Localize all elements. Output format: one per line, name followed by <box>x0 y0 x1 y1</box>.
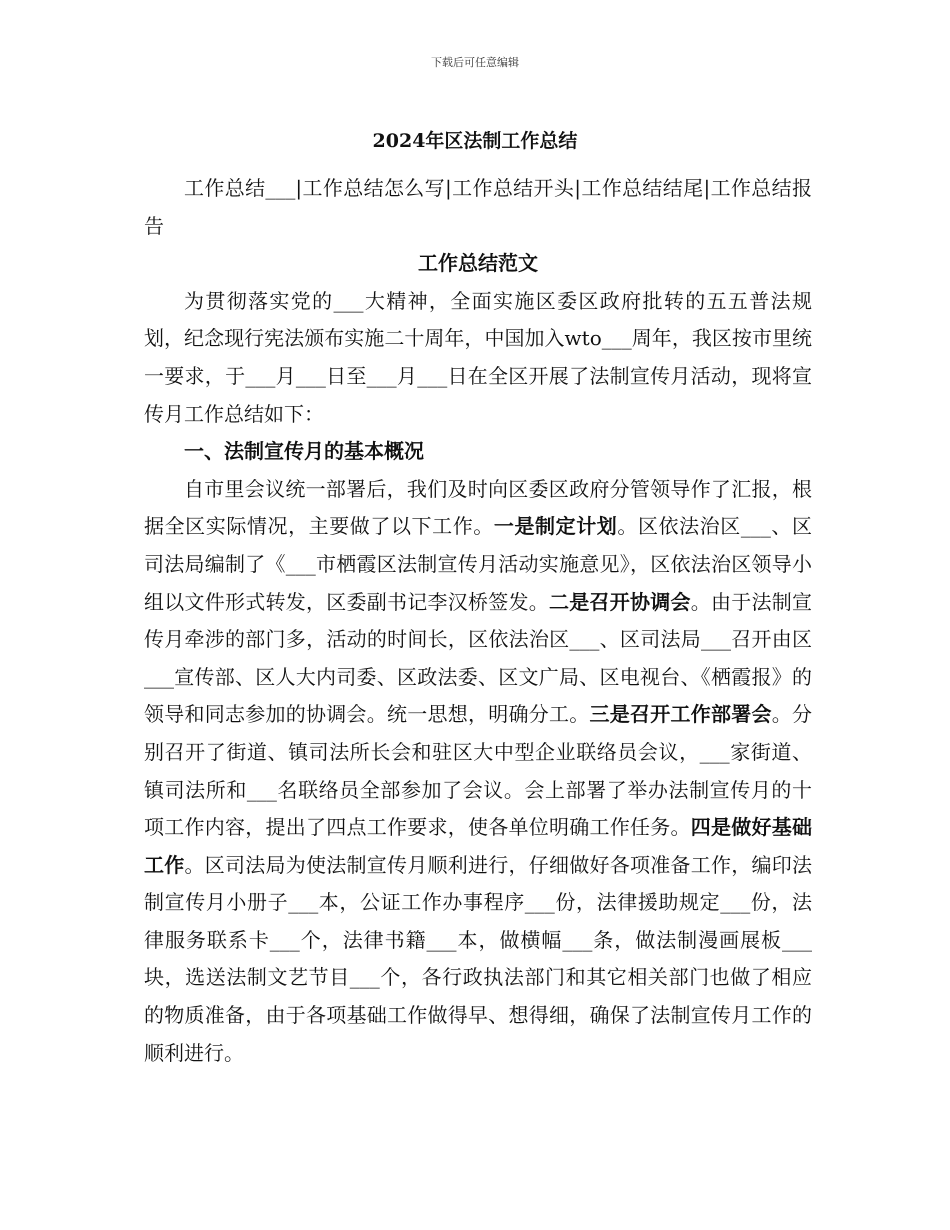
body-text-4: 。分别召开了街道、镇司法所长会和驻区大中型企业联络员会议，___家街道、镇司法所和___名联络员全部参加了会议。会上部署了举办法制宣传月的十项工作内容，提出了四点工作要求，使各单位明确工作任务。 <box>144 702 812 840</box>
body-text-2: 。区依法治区___、区司法局编制了《___市栖霞区法制宣传月活动实施意见》，区依法治区领导小组以文件形式转发，区委副书记李汉桥签发。 <box>144 514 813 614</box>
intro-paragraph: 为贯彻落实党的___大精神，全面实施区委区政府批转的五五普法规划，纪念现行宪法颁布实施二十周年，中国加入wto___周年，我区按市里统一要求，于___月___日至___月___日在全区开展了法制宣传月活动，现将宣传月工作总结如下： <box>144 288 812 426</box>
page-header-note: 下载后可任意编辑 <box>431 56 519 69</box>
body-text-3: 。由于法制宣传月牵涉的部门多，活动的时间长，区依法治区___、区司法局___召开由区___宣传部、区人大内司委、区政法委、区文广局、区电视台、《栖霞报》的领导和同志参加的协调会。统一思想，明确分工。 <box>144 589 812 727</box>
body-paragraph <box>144 471 812 1073</box>
document-body <box>144 170 812 1072</box>
heading-1: 一、法制宣传月的基本概况 <box>184 439 424 464</box>
body-bold-2: 二是召开协调会 <box>549 589 691 614</box>
document-title: 2024年区法制工作总结 <box>372 130 578 152</box>
section-title: 工作总结范文 <box>418 251 538 276</box>
body-bold-1: 一是制定计划 <box>493 514 618 539</box>
body-bold-4: 四是做好基础工作 <box>144 815 812 877</box>
body-text-1: 自市里会议统一部署后，我们及时向区委区政府分管领导作了汇报，根据全区实际情况，主要做了以下工作。 <box>144 476 812 539</box>
links-line: 工作总结___|工作总结怎么写|工作总结开头|工作总结结尾|工作总结报告 <box>144 176 812 238</box>
body-bold-3: 三是召开工作部署会 <box>589 702 772 727</box>
body-text-5: 。区司法局为使法制宣传月顺利进行，仔细做好各项准备工作，编印法制宣传月小册子___本，公证工作办事程序___份，法律援助规定___份，法律服务联系卡___个，法律书籍___本，做横幅___条，做法制漫画展板___块，选送法制文艺节目___个，各行政执法部门和其它相关部门也做了相应的物质准备，由于各项基础工作做得早、想得细，确保了法制宣传月工作的顺利进行。 <box>144 852 812 1065</box>
